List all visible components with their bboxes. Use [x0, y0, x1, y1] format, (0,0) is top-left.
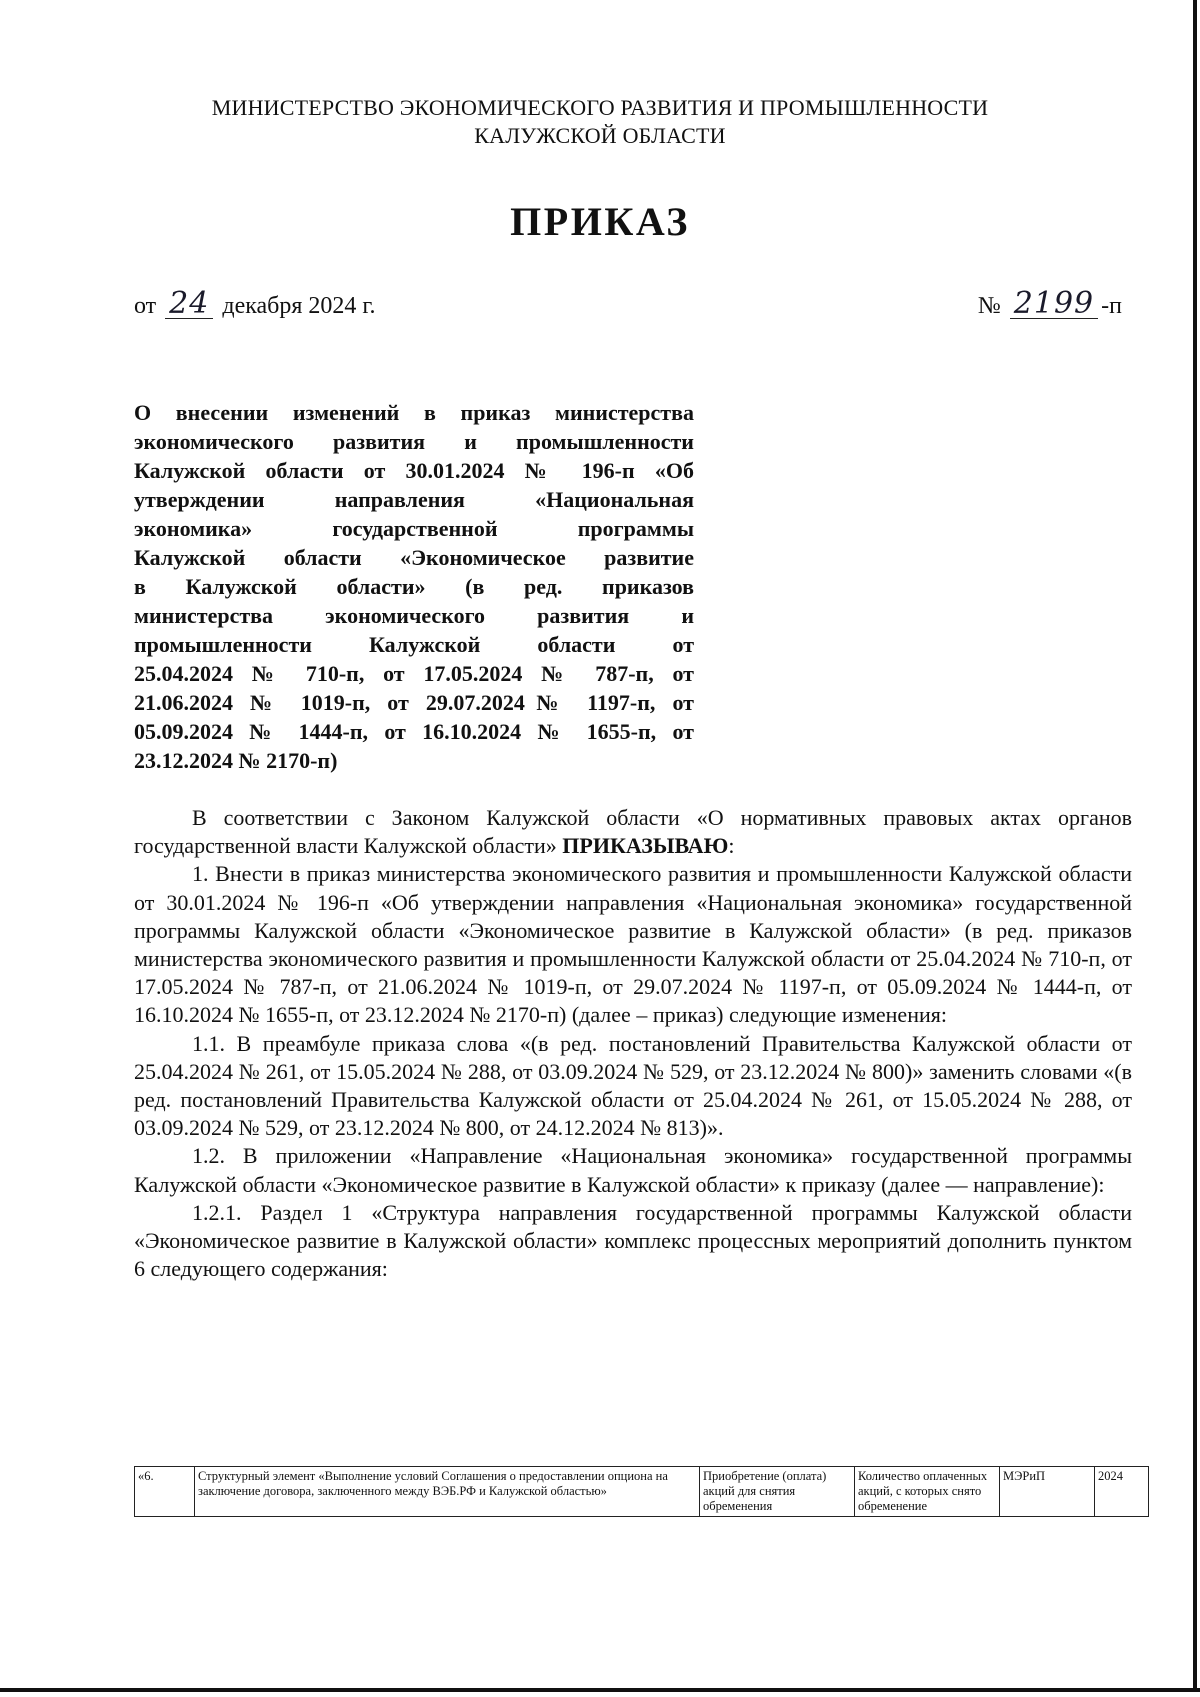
- paragraph-1: 1. Внести в приказ министерства экономического развития и промышленности Калужской области от 30.01.2024 № 196-п «Об утверждении направления «Национальная экономика» государственной программы Калужской области «Экономическое развитие в Калужской области» (в ред. приказов министерства экономического развития и промышленности Калужской области от 25.04.2024 № 710-п, от 17.05.2024 № 787-п, от 21.06.2024 № 1019-п, от 29.07.2024 № 1197-п, от 05.09.2024 № 1444-п, от 16.10.2024 № 1655-п, от 23.12.2024 № 2170-п) (далее – приказ) следующие изменения:: [134, 861, 1132, 1028]
- number-value-handwritten: 2199: [1010, 290, 1098, 319]
- order-keyword: ПРИКАЗЫВАЮ: [562, 833, 729, 859]
- structure-table: [134, 1466, 1149, 1517]
- subject-line: 21.06.2024 № 1019-п, от 29.07.2024№ 1197-п, от: [134, 690, 694, 715]
- subject-line: О внесении изменений в приказ министерства: [134, 400, 694, 425]
- number-prefix: №: [977, 293, 1001, 319]
- ministry-name-line2: КАЛУЖСКОЙ ОБЛАСТИ: [474, 123, 726, 148]
- subject-line: промышленности Калужской области от: [134, 632, 694, 657]
- subject-line: экономика» государственной программы: [134, 516, 694, 541]
- cell-year: 2024: [1095, 1467, 1149, 1517]
- subject-line: утверждении направления «Национальная: [134, 487, 694, 512]
- order-subject: [134, 398, 694, 775]
- scan-bottom-border: [0, 1688, 1200, 1692]
- order-number: [977, 286, 1122, 321]
- table-row: [135, 1467, 1149, 1517]
- date-day-handwritten: 24: [165, 290, 213, 319]
- ministry-header: [140, 94, 1060, 150]
- cell-indicator: Количество оплаченных акций, с которых снято обременение: [855, 1467, 1000, 1517]
- cell-row-number: «6.: [135, 1467, 195, 1517]
- date-prefix: от: [134, 293, 157, 319]
- subject-line: Калужской области от 30.01.2024 № 196-п «Об: [134, 458, 694, 483]
- subject-line: министерства экономического развития и: [134, 603, 694, 628]
- number-suffix: -п: [1101, 293, 1122, 319]
- subject-line: экономического развития и промышленности: [134, 429, 694, 454]
- ministry-name-line1: МИНИСТЕРСТВО ЭКОНОМИЧЕСКОГО РАЗВИТИЯ И ПРОМЫШЛЕННОСТИ: [211, 95, 989, 120]
- cell-responsible: МЭРиП: [1000, 1467, 1095, 1517]
- cell-task: Приобретение (оплата) акций для снятия обременения: [700, 1467, 855, 1517]
- subject-line: 25.04.2024 № 710-п, от 17.05.2024 № 787-п, от: [134, 661, 694, 686]
- paragraph-1-1: 1.1. В преамбуле приказа слова «(в ред. постановлений Правительства Калужской области от 25.04.2024 № 261, от 15.05.2024 № 288, от 03.09.2024 № 529, от 23.12.2024 № 800)» заменить словами «(в ред. постановлений Правительства Калужской области от 25.04.2024 № 261, от 15.05.2024 № 288, от 03.09.2024 № 529, от 23.12.2024 № 800, от 24.12.2024 № 813)».: [134, 1030, 1132, 1141]
- subject-line: Калужской области «Экономическое развитие: [134, 545, 694, 570]
- preamble-text: В соответствии с Законом Калужской области «О нормативных правовых актах органов государственной власти Калужской области»: [134, 805, 1132, 859]
- document-type-title: ПРИКАЗ: [510, 199, 690, 244]
- paragraph-1-2: 1.2. В приложении «Направление «Национальная экономика» государственной программы Калужской области «Экономическое развитие в Калужской области» к приказу (далее — направление):: [134, 1143, 1132, 1197]
- paragraph-1-2-1: 1.2.1. Раздел 1 «Структура направления государственной программы Калужской области «Экономическое развитие в Калужской области» комплекс процессных мероприятий дополнить пунктом 6 следующего содержания:: [134, 1199, 1132, 1282]
- scan-right-border: [1193, 0, 1197, 1692]
- subject-line: в Калужской области» (в ред. приказов: [134, 574, 694, 599]
- order-body: [134, 804, 1132, 1283]
- subject-line: 23.12.2024 № 2170-п): [134, 748, 338, 773]
- preamble-paragraph: [134, 804, 1132, 860]
- date-month-year: декабря 2024 г.: [222, 293, 376, 319]
- subject-line: 05.09.2024 № 1444-п, от 16.10.2024 № 1655-п, от: [134, 719, 694, 744]
- order-date: [134, 286, 376, 321]
- cell-structural-element: Структурный элемент «Выполнение условий Соглашения о предоставлении опциона на заключение договора, заключенного между ВЭБ.РФ и Калужской областью»: [195, 1467, 700, 1517]
- order-keyword-colon: :: [728, 833, 735, 859]
